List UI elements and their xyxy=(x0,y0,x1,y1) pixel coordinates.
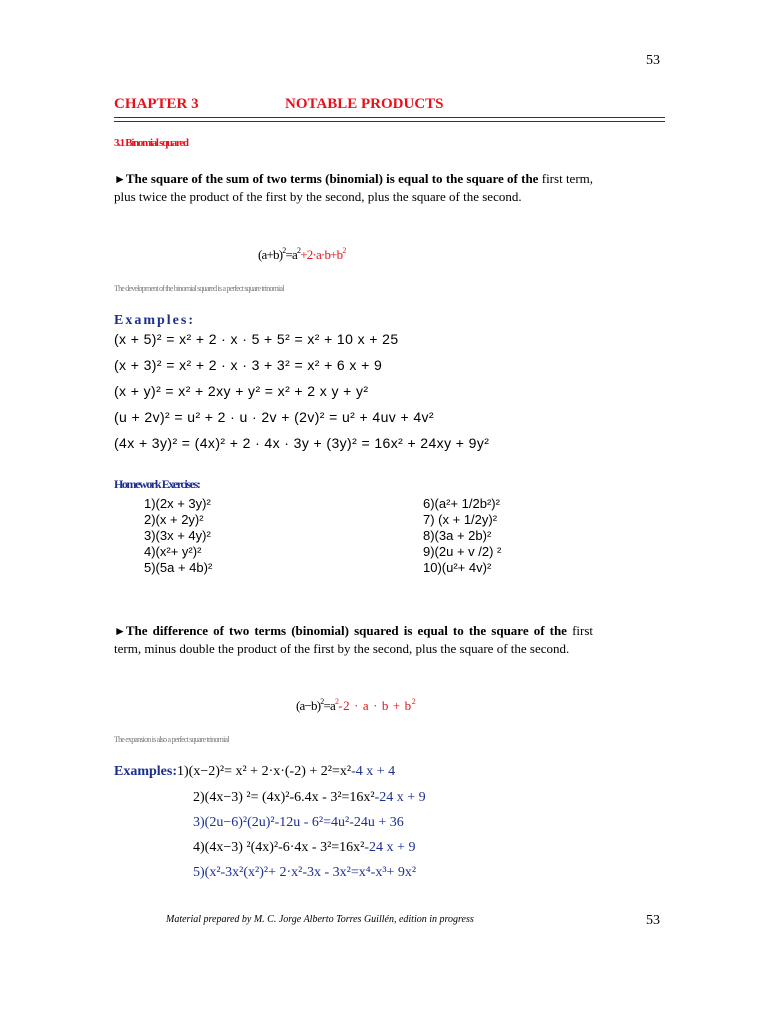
example-sum-5: (4x + 3y)² = (4x)² + 2 · 4x · 3y + (3y)² = 16x² + 24xy + 9y² xyxy=(114,435,490,451)
example-sum-1: (x + 5)² = x² + 2 · x · 5 + 5² = x² + 10 x + 25 xyxy=(114,331,399,347)
homework-item: 3)(3x + 4y)² xyxy=(144,528,211,543)
homework-item: 10)(u²+ 4v)² xyxy=(423,560,492,575)
sum-rule-paragraph xyxy=(114,170,593,205)
sum-formula-eq: =a xyxy=(285,247,297,262)
triangle-bullet-icon: ► xyxy=(114,624,126,638)
diff-rule-rest: first term, minus double the product of the first by the second, plus the square of the second. xyxy=(114,623,594,656)
homework-item: 4)(x²+ y²)² xyxy=(144,544,202,559)
diff-rule-paragraph xyxy=(114,622,593,657)
example-diff-5 xyxy=(193,865,416,881)
diff-formula: $(a-b)^2=a^2-2 \cdot a \cdot b + b^2$ xyxy=(296,697,415,713)
homework-item: 7) (x + 1/2y)² xyxy=(423,512,498,527)
example-diff-5-blue: 5)(x²-3x²(x²)²+ 2·x²-3x - 3x²=x⁴-x³+ 9x² xyxy=(193,865,417,880)
homework-right-column xyxy=(423,496,501,576)
example-diff-3-blue: 3)(2u−6)²(2u)²-12u - 6²=4u²-24u + 36 xyxy=(193,815,404,830)
homework-heading: Homework Exercises: xyxy=(114,477,200,491)
sum-rule-bold: The square of the sum of two terms (binomial) is equal to the square of the xyxy=(125,171,539,186)
example-sum-4: (u + 2v)² = u² + 2 · u · 2v + (2v)² = u² + 4uv + 4v² xyxy=(114,409,434,425)
diff-formula-lhs: (a−b) xyxy=(296,698,321,713)
diff-formula-rest: -2 · a · b + b xyxy=(338,698,412,713)
sum-formula-lhs: (a+b) xyxy=(258,247,283,262)
example-diff-4-blue: -24 x + 9 xyxy=(364,840,416,855)
examples-heading: Examples: xyxy=(114,313,195,328)
example-diff-2 xyxy=(193,790,426,806)
chapter-rule xyxy=(114,117,665,118)
footer-credit: Material prepared by M. C. Jorge Alberto Torres Guillén, edition in progress xyxy=(166,914,474,925)
sum-note: The development of the binomial squared is a perfect square trinomial xyxy=(114,284,284,293)
homework-item: 8)(3a + 2b)² xyxy=(423,528,492,543)
chapter-rule-thin xyxy=(114,121,665,122)
homework-left-column xyxy=(144,496,212,576)
examples2-label: Examples: xyxy=(114,764,177,779)
sum-formula-rest: +2·a·b+b xyxy=(300,247,343,262)
example-sum-2: (x + 3)² = x² + 2 · x · 3 + 3² = x² + 6 x + 9 xyxy=(114,357,383,373)
example-diff-4-black: 4)(4x−3) ²(4x)²-6·4x - 3²=16x² xyxy=(193,840,365,855)
example-diff-1-black: 1)(x−2)²= x² + 2·x·(-2) + 2²=x² xyxy=(177,764,352,779)
example-diff-2-blue: -24 x + 9 xyxy=(374,790,426,805)
sum-rule-rest: first term, plus twice the product of the first by the second, plus the square of the second. xyxy=(114,171,594,204)
chapter-label: CHAPTER 3 xyxy=(114,96,199,112)
example-diff-3 xyxy=(193,815,404,831)
diff-rule-bold: The difference of two terms (binomial) squared is equal to the square of the xyxy=(125,623,567,638)
example-diff-1 xyxy=(114,764,395,780)
homework-item: 6)(a²+ 1/2b²)² xyxy=(423,496,500,511)
example-diff-2-black: 2)(4x−3) ²= (4x)²-6.4x - 3²=16x² xyxy=(193,790,375,805)
sum-formula: $(a+b)^2=a^2+2\cdot a\cdot b+b^2$ xyxy=(258,246,346,262)
diff-note: The expansion is also a perfect square trinomial xyxy=(114,735,229,744)
triangle-bullet-icon: ► xyxy=(114,172,126,186)
page-number-top: 53 xyxy=(646,53,660,68)
chapter-title: NOTABLE PRODUCTS xyxy=(285,96,444,112)
homework-item: 1)(2x + 3y)² xyxy=(144,496,211,511)
homework-item: 5)(5a + 4b)² xyxy=(144,560,213,575)
example-diff-1-blue: -4 x + 4 xyxy=(351,764,396,779)
homework-item: 9)(2u + v /2) ² xyxy=(423,544,502,559)
section-heading: 3.1 Binomial squared xyxy=(114,137,188,149)
homework-item: 2)(x + 2y)² xyxy=(144,512,204,527)
example-diff-4 xyxy=(193,840,415,856)
diff-formula-eq: =a xyxy=(323,698,335,713)
example-sum-3: (x + y)² = x² + 2xy + y² = x² + 2 x y + y² xyxy=(114,383,369,399)
page-number-bottom: 53 xyxy=(646,913,660,928)
